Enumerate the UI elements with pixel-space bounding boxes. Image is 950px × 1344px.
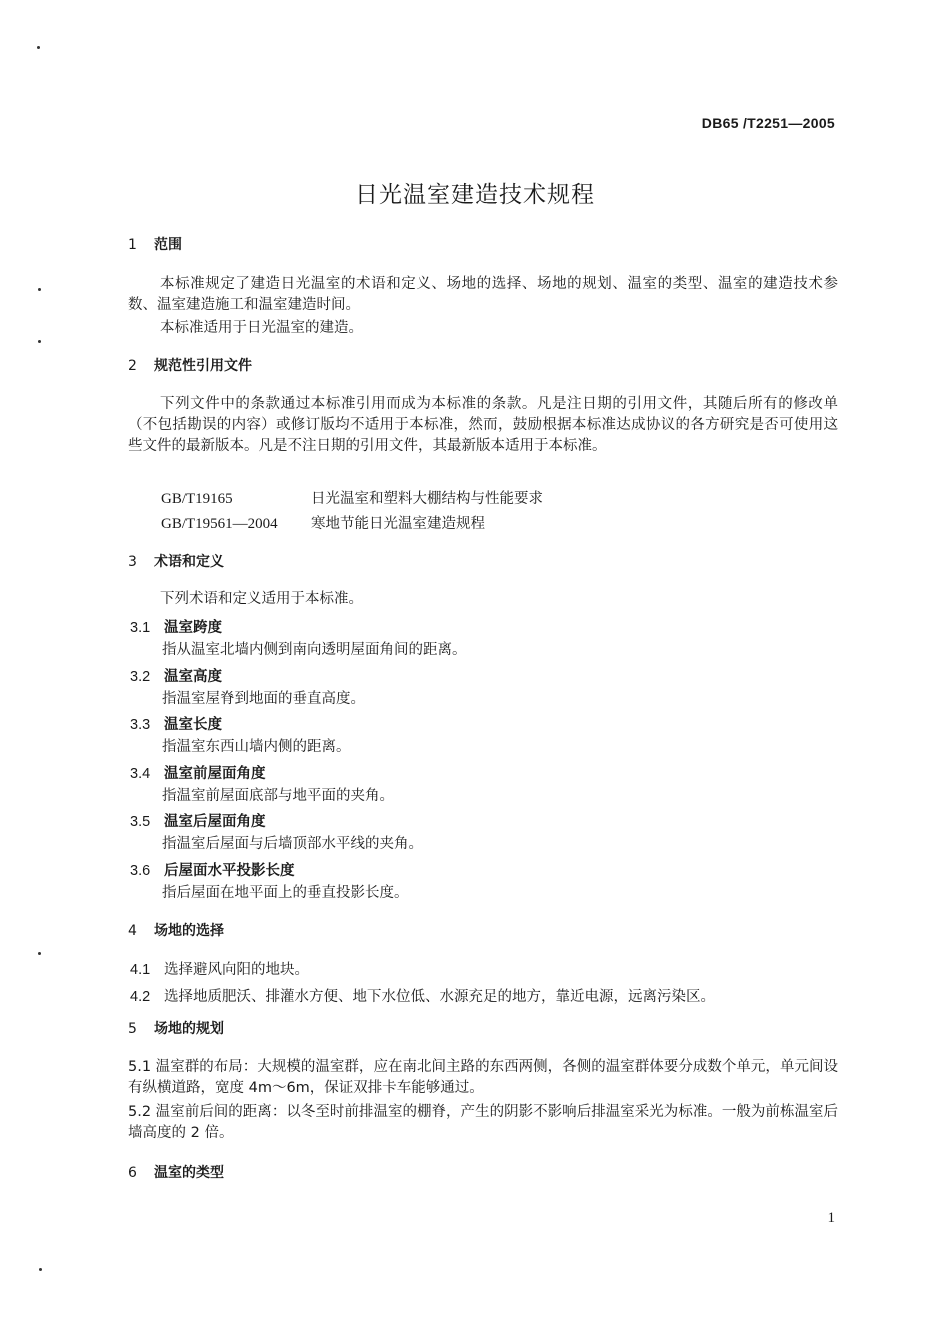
term-name: 温室长度 (164, 717, 222, 733)
term-number: 3.1 (130, 620, 151, 636)
term-heading (130, 859, 295, 880)
term-name: 温室高度 (164, 669, 222, 685)
term-definition: 指温室后屋面与后墙顶部水平线的夹角。 (162, 836, 423, 852)
section-title: 场地的规划 (154, 1021, 224, 1037)
section-title: 术语和定义 (154, 554, 224, 570)
section-title: 温室的类型 (154, 1165, 224, 1181)
reference-item (161, 512, 485, 533)
scan-speck (38, 340, 41, 343)
reference-code: GB/T19561—2004 (161, 516, 278, 532)
section-number: 4 (128, 923, 137, 939)
standard-code: DB65 /T2251—2005 (701, 115, 835, 131)
paragraph: 本标准适用于日光温室的建造。 (160, 320, 363, 336)
item-number: 4.1 (130, 962, 151, 978)
term-name: 温室后屋面角度 (164, 814, 266, 830)
paragraph: 本标准规定了建造日光温室的术语和定义、场地的选择、场地的规划、温室的类型、温室的建造技术参数、温室建造施工和温室建造时间。 (128, 276, 838, 313)
term-heading (130, 762, 266, 783)
scan-speck (37, 46, 40, 49)
scan-speck (38, 288, 41, 291)
section-title: 范围 (154, 237, 182, 253)
term-definition: 指温室前屋面底部与地平面的夹角。 (162, 788, 394, 804)
section-heading (128, 355, 252, 375)
reference-name: 寒地节能日光温室建造规程 (311, 516, 485, 532)
item-number: 4.2 (130, 989, 151, 1005)
term-heading (130, 665, 222, 686)
section-heading (128, 1018, 224, 1038)
paragraph: 下列文件中的条款通过本标准引用而成为本标准的条款。凡是注日期的引用文件，其随后所有的修改单（不包括勘误的内容）或修订版均不适用于本标准，然而，鼓励根据本标准达成协议的各方研究是否可使用这些文件的最新版本。凡是不注日期的引用文件，其最新版本适用于本标准。 (128, 396, 838, 454)
term-number: 3.4 (130, 766, 151, 782)
section-number: 1 (128, 237, 137, 253)
term-name: 后屋面水平投影长度 (164, 863, 295, 879)
section-heading (128, 1162, 224, 1182)
term-heading (130, 810, 266, 831)
section-title: 场地的选择 (154, 923, 224, 939)
scan-speck (39, 1268, 42, 1271)
term-heading (130, 616, 222, 637)
section-heading (128, 920, 224, 940)
term-definition: 指温室东西山墙内侧的距离。 (162, 739, 351, 755)
reference-code: GB/T19165 (161, 491, 233, 507)
section-heading (128, 234, 182, 254)
paragraph: 下列术语和定义适用于本标准。 (160, 591, 363, 607)
term-number: 3.3 (130, 717, 151, 733)
term-heading (130, 713, 222, 734)
item-text: 选择避风向阳的地块。 (164, 962, 309, 978)
paragraph: 5.1 温室群的布局：大规模的温室群，应在南北间主路的东西两侧，各侧的温室群体要分成数个单元，单元间设有纵横道路，宽度 4m～6m，保证双排卡车能够通过。 (128, 1059, 838, 1096)
term-number: 3.2 (130, 669, 151, 685)
page-title: 日光温室建造技术规程 (355, 182, 595, 208)
term-number: 3.6 (130, 863, 151, 879)
term-definition: 指温室屋脊到地面的垂直高度。 (162, 691, 365, 707)
section-number: 2 (128, 358, 137, 374)
scan-speck (38, 952, 41, 955)
reference-item (161, 487, 543, 508)
reference-name: 日光温室和塑料大棚结构与性能要求 (311, 491, 543, 507)
paragraph: 5.2 温室前后间的距离：以冬至时前排温室的棚脊，产生的阴影不影响后排温室采光为标准。一般为前栋温室后墙高度的 2 倍。 (128, 1104, 838, 1141)
list-item (130, 985, 715, 1006)
page-number: 1 (827, 1210, 835, 1226)
list-item (130, 958, 309, 979)
section-title: 规范性引用文件 (154, 358, 252, 374)
term-definition: 指从温室北墙内侧到南向透明屋面角间的距离。 (162, 642, 467, 658)
section-number: 3 (128, 554, 137, 570)
item-text: 选择地质肥沃、排灌水方便、地下水位低、水源充足的地方，靠近电源，远离污染区。 (164, 989, 715, 1005)
section-heading (128, 551, 224, 571)
term-name: 温室前屋面角度 (164, 766, 266, 782)
term-name: 温室跨度 (164, 620, 222, 636)
section-number: 5 (128, 1021, 137, 1037)
section-number: 6 (128, 1165, 137, 1181)
term-number: 3.5 (130, 814, 151, 830)
term-definition: 指后屋面在地平面上的垂直投影长度。 (162, 885, 409, 901)
